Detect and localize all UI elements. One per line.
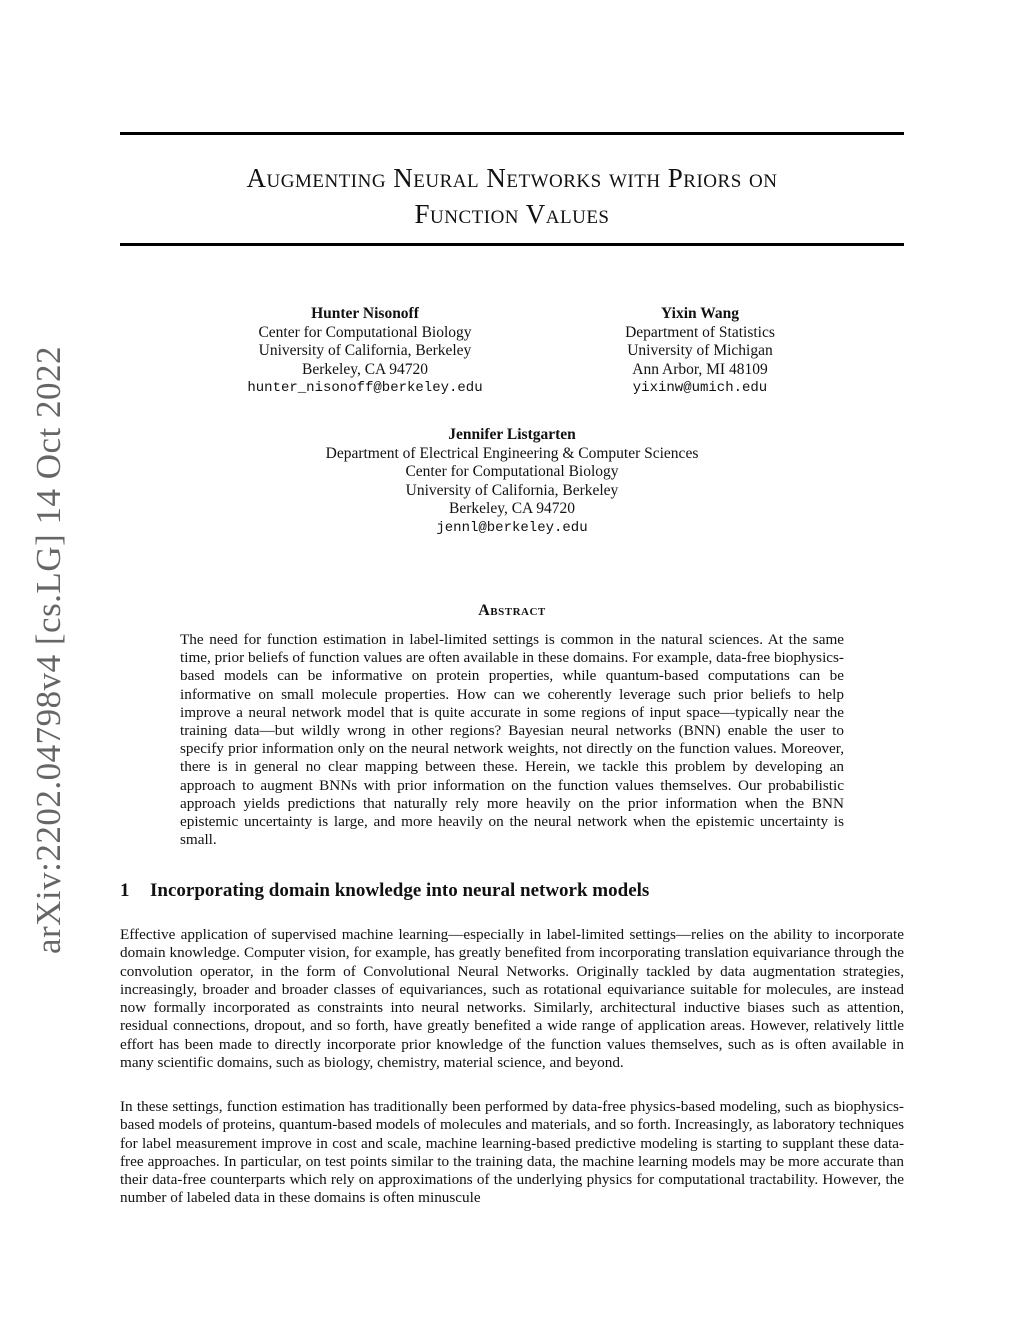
author-affiliation-line: Department of Electrical Engineering & Computer Sciences bbox=[325, 444, 699, 462]
author-affiliation-line: Department of Statistics bbox=[625, 323, 775, 341]
section-heading bbox=[120, 880, 904, 902]
section-number: 1 bbox=[120, 880, 130, 901]
author-block-wang bbox=[560, 305, 840, 398]
author-email: yixinw@umich.edu bbox=[632, 380, 768, 396]
body-paragraph: Effective application of supervised machine learning—especially in label-limited settings—relies on the ability to incorporate domain knowledge. Computer vision, for example, has greatly benefited from incorporating translation equivariance through the convolution operator, in the form of Convolutional Neural Networks. Originally tackled by data augmentation strategies, increasingly, broader and broader classes of equivariances, such as rotational equivariance suitable for molecules, are instead now formally incorporated as constraints into neural networks. Similarly, architectural inductive biases such as attention, residual connections, dropout, and so forth, have greatly benefited a wide range of application areas. However, relatively little effort has been made to directly incorporate prior knowledge of the function values themselves, such as is often available in many scientific domains, such as biology, chemistry, material science, and beyond. bbox=[120, 926, 904, 1072]
abstract-heading: Abstract bbox=[478, 602, 546, 619]
author-affiliation-line: University of California, Berkeley bbox=[258, 342, 472, 359]
paper-title-line-2: Function Values bbox=[414, 199, 610, 229]
author-block-nisonoff bbox=[215, 305, 515, 398]
section-title: Incorporating domain knowledge into neural network models bbox=[150, 880, 650, 901]
author-affiliation-line: University of Michigan bbox=[627, 342, 773, 359]
author-affiliation-line: Berkeley, CA 94720 bbox=[449, 500, 575, 517]
author-name: Yixin Wang bbox=[661, 305, 739, 322]
author-affiliation-line: Center for Computational Biology bbox=[258, 323, 472, 341]
author-affiliation-line: Center for Computational Biology bbox=[405, 463, 619, 480]
arxiv-identifier-stamp: arXiv:2202.04798v4 [cs.LG] 14 Oct 2022 bbox=[29, 345, 68, 955]
author-name: Hunter Nisonoff bbox=[311, 305, 419, 322]
author-affiliation-line: Berkeley, CA 94720 bbox=[302, 360, 428, 378]
author-email: hunter_nisonoff@berkeley.edu bbox=[247, 380, 483, 396]
author-affiliation-line: University of California, Berkeley bbox=[405, 481, 619, 499]
title-bottom-rule bbox=[120, 243, 904, 246]
abstract-text: The need for function estimation in label-limited settings is common in the natural sciences. At the same time, prior beliefs of function values are often available in these domains. For example, data-free biophysics-based models can be informative on protein properties, while quantum-based computations can be informative on small molecule properties. How can we coherently leverage such prior beliefs to help improve a neural network model that is quite accurate in some regions of input space—typically near the training data—but wildly wrong in other regions? Bayesian neural networks (BNN) enable the user to specify prior information only on the neural network weights, not directly on the function values. Moreover, there is in general no clear mapping between these. Herein, we tackle this problem by developing an approach to augment BNNs with prior information on the function values themselves. Our probabilistic approach yields predictions that naturally rely more heavily on the prior information when the BNN epistemic uncertainty is large, and more heavily on the neural network when the epistemic uncertainty is small. bbox=[180, 631, 844, 849]
author-name: Jennifer Listgarten bbox=[448, 426, 576, 443]
author-block-listgarten bbox=[262, 426, 762, 537]
author-email: jennl@berkeley.edu bbox=[436, 519, 588, 536]
paper-title-line-1: Augmenting Neural Networks with Priors on bbox=[246, 163, 778, 193]
title-top-rule bbox=[120, 132, 904, 135]
body-paragraph: In these settings, function estimation has traditionally been performed by data-free physics-based modeling, such as biophysics-based models of proteins, quantum-based models of molecules and materials, and so forth. Increasingly, as laboratory techniques for label measurement improve in cost and scale, machine learning-based predictive modeling is starting to supplant these data-free approaches. In particular, on test points similar to the training data, the machine learning models may be more accurate than their data-free counterparts which rely on approximations of the underlying physics for computational tractability. However, the number of labeled data in these domains is often minuscule bbox=[120, 1098, 904, 1207]
author-affiliation-line: Ann Arbor, MI 48109 bbox=[632, 360, 768, 378]
paper-title bbox=[120, 160, 904, 232]
